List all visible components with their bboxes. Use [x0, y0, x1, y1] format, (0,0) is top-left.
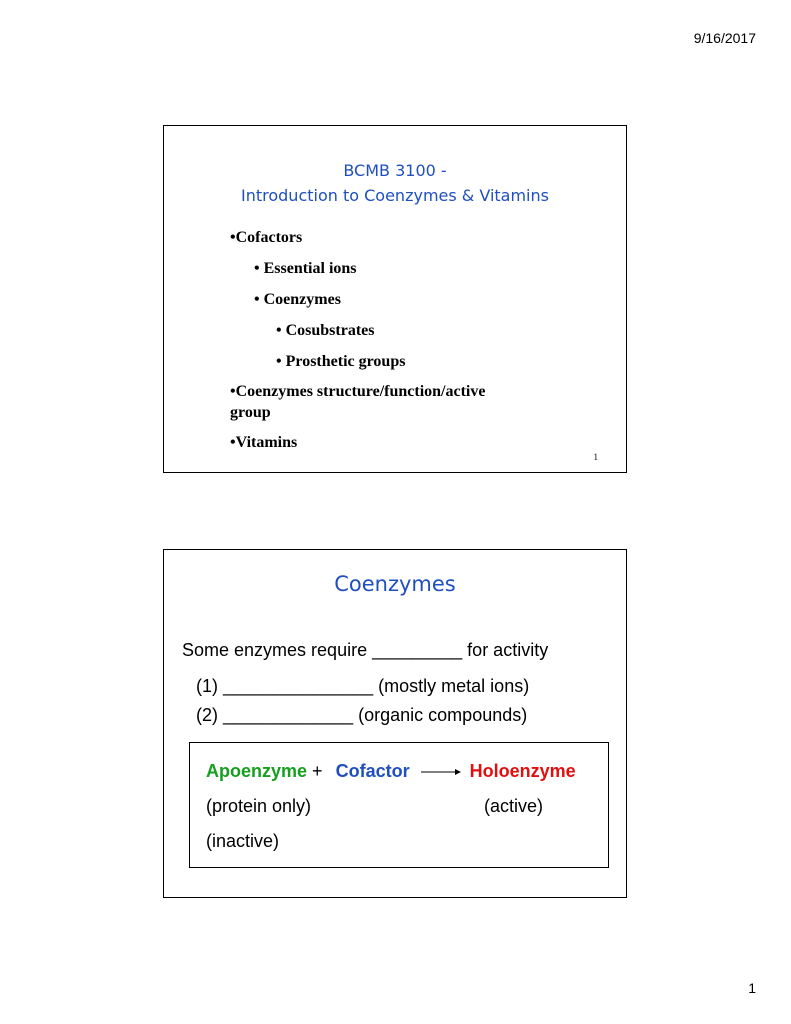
holoenzyme-label: Holoenzyme [469, 761, 576, 781]
bullet-cofactors: •Cofactors [230, 229, 303, 246]
slide-number: 1 [593, 452, 598, 462]
page-date: 9/16/2017 [693, 30, 756, 46]
protein-only-label: (protein only) [206, 796, 312, 816]
slide-2-title: Coenzymes [334, 572, 456, 596]
bullet-essential-ions: • Essential ions [254, 260, 357, 277]
equation-box [189, 742, 609, 868]
equation-line [206, 761, 576, 782]
apoenzyme-label: Apoenzyme [206, 761, 308, 781]
bullet-vitamins: •Vitamins [230, 434, 298, 451]
item-1-line: (1) _______________ (mostly metal ions) [196, 676, 530, 696]
title-line-2: Introduction to Coenzymes & Vitamins [241, 186, 549, 205]
cofactor-label: Cofactor [335, 761, 410, 781]
bullet-cosubstrates: • Cosubstrates [276, 322, 375, 339]
page-number: 1 [748, 980, 756, 996]
inactive-label: (inactive) [206, 831, 280, 851]
slide-1 [163, 125, 627, 473]
bullet-coenzyme-structure: •Coenzymes structure/function/active group [230, 383, 486, 421]
bullet-prosthetic-groups: • Prosthetic groups [276, 353, 406, 370]
reaction-arrow-icon [421, 768, 461, 776]
plus-sign: + [312, 761, 323, 781]
intro-line: Some enzymes require _________ for activity [182, 640, 549, 660]
item-2-line: (2) _____________ (organic compounds) [196, 705, 528, 725]
slide-1-title [164, 158, 626, 208]
slide-2 [163, 549, 627, 898]
title-line-1: BCMB 3100 - [343, 161, 447, 180]
bullet-coenzymes: • Coenzymes [254, 291, 341, 308]
active-label: (active) [484, 796, 544, 816]
